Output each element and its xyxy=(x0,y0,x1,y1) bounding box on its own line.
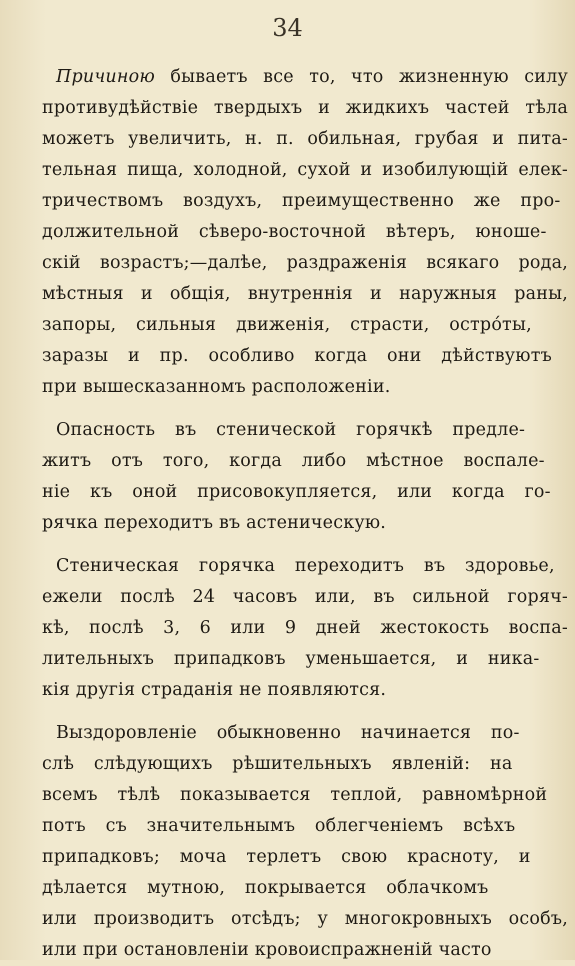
line-text: должительной сѣверо-восточной вѣтеръ, юноше- xyxy=(42,222,547,242)
text-line xyxy=(42,613,568,644)
paragraph xyxy=(42,551,568,706)
line-text: потъ съ значительнымъ облегченіемъ всѣхъ xyxy=(42,816,516,836)
line-text: Выздоровленіе обыкновенно начинается по- xyxy=(56,723,520,743)
line-text: Стеническая горячка переходитъ въ здоровье, xyxy=(56,556,555,576)
text-line xyxy=(42,217,568,248)
text-line xyxy=(42,124,568,155)
text-line xyxy=(42,551,568,582)
line-text: противудѣйствіе твердыхъ и жидкихъ частей тѣла xyxy=(42,98,568,118)
text-line xyxy=(42,248,568,279)
text-line xyxy=(42,446,568,477)
line-text: Опасность въ стенической горячкѣ предле- xyxy=(56,420,526,440)
line-text: кѣ, послѣ 3, 6 или 9 дней жестокость воспа- xyxy=(42,618,568,638)
paragraph xyxy=(42,415,568,539)
line-text: скій возрастъ;—далѣе, раздраженія всякаго рода, xyxy=(42,253,568,273)
text-line xyxy=(42,341,568,372)
text-line xyxy=(42,62,568,93)
page-number: 34 xyxy=(272,14,303,42)
line-text: можетъ увеличить, н. п. обильная, грубая и пита- xyxy=(42,129,568,149)
text-line xyxy=(42,644,568,675)
line-text: житъ отъ того, когда либо мѣстное воспале- xyxy=(42,451,545,471)
text-line xyxy=(42,508,568,539)
paragraph xyxy=(42,718,568,966)
text-line xyxy=(42,675,568,706)
text-line xyxy=(42,873,568,904)
line-text: лительныхъ припадковъ уменьшается, и ника- xyxy=(42,649,540,669)
line-text: тричествомъ воздухъ, преимущественно же про- xyxy=(42,191,561,211)
line-text: при вышесказанномъ расположеніи. xyxy=(42,377,391,397)
line-text: мѣстныя и общія, внутреннія и наружныя раны, xyxy=(42,284,568,304)
text-line xyxy=(42,155,568,186)
text-line xyxy=(42,310,568,341)
text-line xyxy=(42,477,568,508)
line-text: ніе къ оной присовокупляется, или когда го- xyxy=(42,482,551,502)
text-line xyxy=(42,935,568,966)
text-line xyxy=(42,904,568,935)
line-text: слѣ слѣдующихъ рѣшительныхъ явленій: на xyxy=(42,754,513,774)
text-line xyxy=(42,811,568,842)
text-line xyxy=(42,780,568,811)
text-line xyxy=(42,372,568,403)
italic-lead-word: Причиною xyxy=(56,67,155,87)
paragraph xyxy=(42,62,568,403)
text-line xyxy=(42,186,568,217)
line-text: ежели послѣ 24 часовъ или, въ сильной горяч- xyxy=(42,587,568,607)
body-text xyxy=(42,62,568,966)
text-line xyxy=(42,93,568,124)
line-text: или при остановленіи кровоиспражненій часто xyxy=(42,940,492,960)
line-text: запоры, сильныя движенія, страсти, острóты, xyxy=(42,315,532,335)
line-text: кія другія страданія не появляются. xyxy=(42,680,387,700)
line-text: заразы и пр. особливо когда они дѣйствуютъ xyxy=(42,346,552,366)
line-text: всемъ тѣлѣ показывается теплой, равномѣрной xyxy=(42,785,548,805)
line-text: рячка переходитъ въ астеническую. xyxy=(42,513,387,533)
text-line xyxy=(42,842,568,873)
text-line xyxy=(42,415,568,446)
line-text: бываетъ все то, что жизненную силу xyxy=(154,67,568,87)
line-text: дѣлается мутною, покрывается облачкомъ xyxy=(42,878,489,898)
line-text: тельная пища, холодной, сухой и изобилующій елек- xyxy=(42,160,568,180)
line-text: припадковъ; моча терлетъ свою красноту, и xyxy=(42,847,531,867)
text-line xyxy=(42,582,568,613)
text-line xyxy=(42,749,568,780)
text-line xyxy=(42,718,568,749)
text-line xyxy=(42,279,568,310)
line-text: или производитъ отсѣдъ; у многокровныхъ особъ, xyxy=(42,909,568,929)
